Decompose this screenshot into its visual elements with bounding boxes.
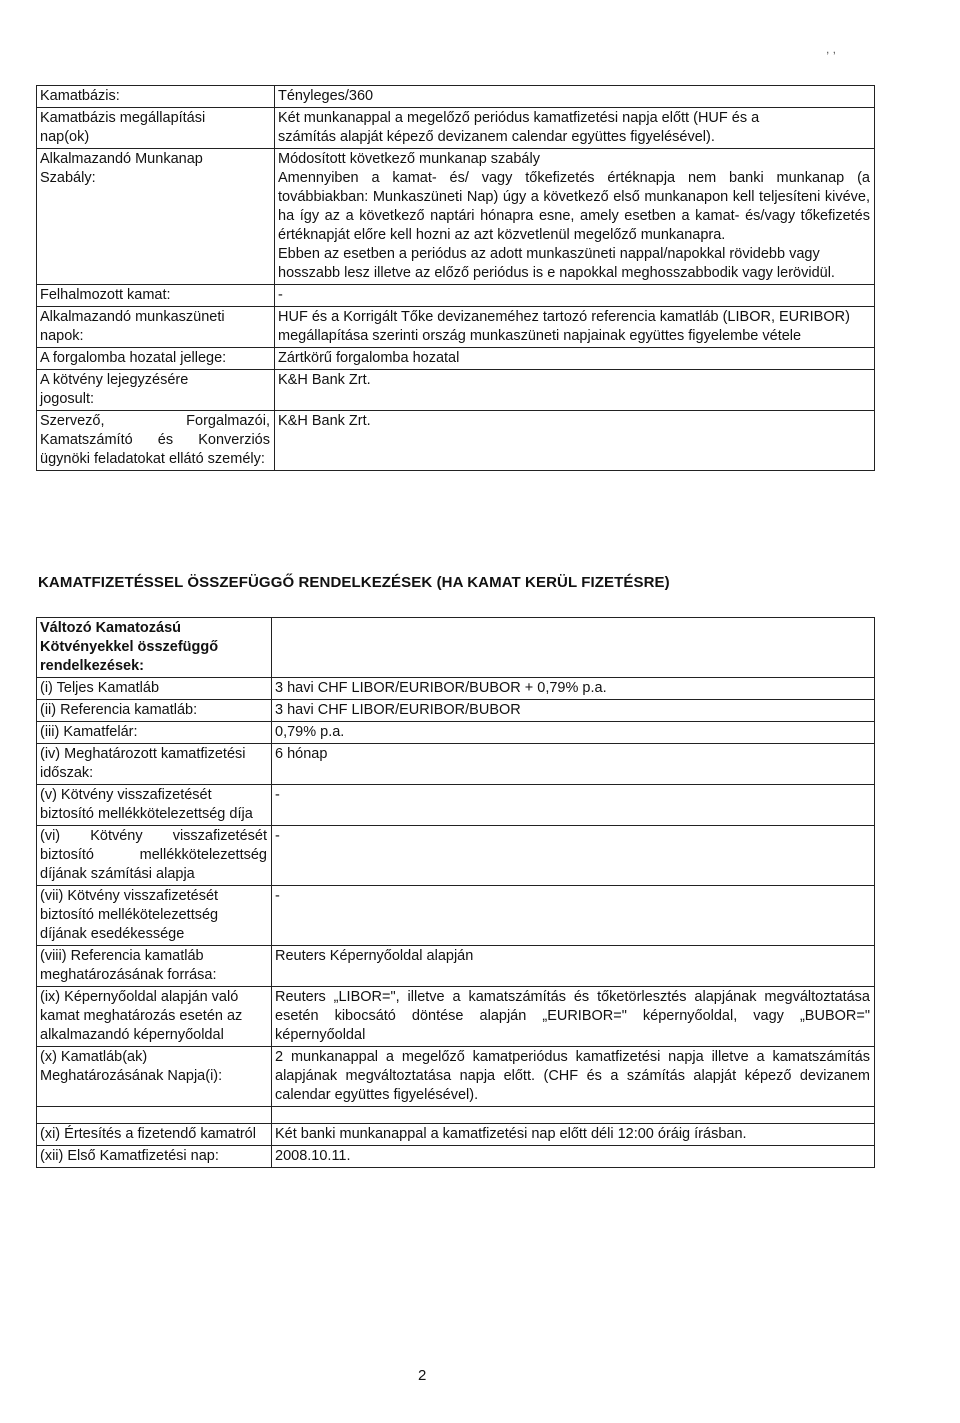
- table-row: [37, 1047, 875, 1107]
- corner-marks: , ,: [826, 42, 837, 56]
- provision-label: (iii) Kamatfelár:: [37, 722, 272, 744]
- term-value: Két munkanappal a megelőző periódus kamatfizetési napja előtt (HUF és a számítás alapját képező devizanem calendar együttes figyelésével).: [275, 108, 875, 149]
- table-header-row: [37, 618, 875, 678]
- provision-value: -: [272, 826, 875, 886]
- provision-label: (vi) Kötvény visszafizetését biztosító mellékkötelezettség díjának számítási alapja: [37, 826, 272, 886]
- table-row: [37, 785, 875, 826]
- provision-label: (xii) Első Kamatfizetési nap:: [37, 1146, 272, 1168]
- issue-terms-body: [37, 86, 875, 471]
- provision-label: (xi) Értesítés a fizetendő kamatról: [37, 1124, 272, 1146]
- term-value: Tényleges/360: [275, 86, 875, 108]
- provisions-header-value: [272, 618, 875, 678]
- table-row: [37, 348, 875, 370]
- provision-value: -: [272, 886, 875, 946]
- term-label: Felhalmozott kamat:: [37, 285, 275, 307]
- interest-provisions-table: [36, 617, 875, 1168]
- provision-value: Két banki munkanappal a kamatfizetési nap előtt déli 12:00 óráig írásban.: [272, 1124, 875, 1146]
- provision-value: 2 munkanappal a megelőző kamatperiódus kamatfizetési napja illetve a kamatszámítás alapjának megváltoztatása napja előtt. (CHF és a számítás alapját képező devizanem calendar együttes figyelésével).: [272, 1047, 875, 1107]
- table-row: [37, 987, 875, 1047]
- provision-label: (ii) Referencia kamatláb:: [37, 700, 272, 722]
- table-row: [37, 744, 875, 785]
- term-label: A forgalomba hozatal jellege:: [37, 348, 275, 370]
- term-label: Alkalmazandó munkaszüneti napok:: [37, 307, 275, 348]
- provision-label: (viii) Referencia kamatláb meghatározásának forrása:: [37, 946, 272, 987]
- table-row: [37, 285, 875, 307]
- table-row: [37, 700, 875, 722]
- table-row: [37, 149, 875, 285]
- term-label: A kötvény lejegyzésére jogosult:: [37, 370, 275, 411]
- table-row: [37, 678, 875, 700]
- provision-label: (i) Teljes Kamatláb: [37, 678, 272, 700]
- table-row: [37, 826, 875, 886]
- table-row: [37, 946, 875, 987]
- table-row: [37, 411, 875, 471]
- term-value: K&H Bank Zrt.: [275, 370, 875, 411]
- provision-value: Reuters „LIBOR=", illetve a kamatszámítás és tőketörlesztés alapjának megváltoztatása esetén kibocsátó döntése alapján „EURIBOR=" képernyőoldal, vagy „BUBOR=" képernyőoldal: [272, 987, 875, 1047]
- provision-value: [272, 1107, 875, 1124]
- provision-value: 2008.10.11.: [272, 1146, 875, 1168]
- provision-value: 3 havi CHF LIBOR/EURIBOR/BUBOR + 0,79% p.a.: [272, 678, 875, 700]
- provision-label: (ix) Képernyőoldal alapján való kamat meghatározás esetén az alkalmazandó képernyőoldal: [37, 987, 272, 1047]
- interest-provisions-body: [37, 618, 875, 1168]
- table-row: [37, 307, 875, 348]
- table-row: [37, 1146, 875, 1168]
- term-value: HUF és a Korrigált Tőke devizaneméhez tartozó referencia kamatláb (LIBOR, EURIBOR) megállapítása szerinti ország munkaszüneti napjainak együttes figyelembe vétele: [275, 307, 875, 348]
- section-heading: KAMATFIZETÉSSEL ÖSSZEFÜGGŐ RENDELKEZÉSEK (HA KAMAT KERÜL FIZETÉSRE): [38, 574, 670, 591]
- provision-value: Reuters Képernyőoldal alapján: [272, 946, 875, 987]
- table-row: [37, 722, 875, 744]
- term-value: Zártkörű forgalomba hozatal: [275, 348, 875, 370]
- provision-label: (v) Kötvény visszafizetését biztosító mellékkötelezettség díja: [37, 785, 272, 826]
- provision-value: 3 havi CHF LIBOR/EURIBOR/BUBOR: [272, 700, 875, 722]
- empty-row: [37, 1107, 875, 1124]
- provision-label: (x) Kamatláb(ak) Meghatározásának Napja(i):: [37, 1047, 272, 1107]
- provision-value: 0,79% p.a.: [272, 722, 875, 744]
- term-label: Kamatbázis megállapítási nap(ok): [37, 108, 275, 149]
- issue-terms-table: [36, 85, 875, 471]
- table-row: [37, 108, 875, 149]
- provision-label: (vii) Kötvény visszafizetését biztosító mellékötelezettség díjának esedékessége: [37, 886, 272, 946]
- table-row: [37, 1124, 875, 1146]
- provision-label: (iv) Meghatározott kamatfizetési időszak:: [37, 744, 272, 785]
- term-value: K&H Bank Zrt.: [275, 411, 875, 471]
- provision-value: -: [272, 785, 875, 826]
- term-label: Szervező, Forgalmazói, Kamatszámító és Konverziós ügynöki feladatokat ellátó személy:: [37, 411, 275, 471]
- table-row: [37, 370, 875, 411]
- provision-value: 6 hónap: [272, 744, 875, 785]
- table-row: [37, 886, 875, 946]
- term-label: Alkalmazandó Munkanap Szabály:: [37, 149, 275, 285]
- term-value: -: [275, 285, 875, 307]
- page-number: 2: [418, 1367, 427, 1384]
- provisions-header: Változó Kamatozású Kötvényekkel összefüggő rendelkezések:: [37, 618, 272, 678]
- table-row: [37, 86, 875, 108]
- term-label: Kamatbázis:: [37, 86, 275, 108]
- provision-label: [37, 1107, 272, 1124]
- term-value: Módosított következő munkanap szabály Amennyiben a kamat- és/ vagy tőkefizetés értéknapja nem banki munkanap (a továbbiakban: Munkaszüneti Nap) úgy a következő első munkanapon kell teljesíteni kivéve, ha így az a következő naptári hónapra esne, amely esetben a kamat- és/vagy tőkefizetés értéknapját előre kell hozni az azt közvetlenül megelőző munkanapra. Ebben az esetben a periódus az adott munkaszüneti nappal/napokkal rövidebb vagy hosszabb lesz illetve az előző periódus is e napokkal meghosszabbodik vagy lerövidül.: [275, 149, 875, 285]
